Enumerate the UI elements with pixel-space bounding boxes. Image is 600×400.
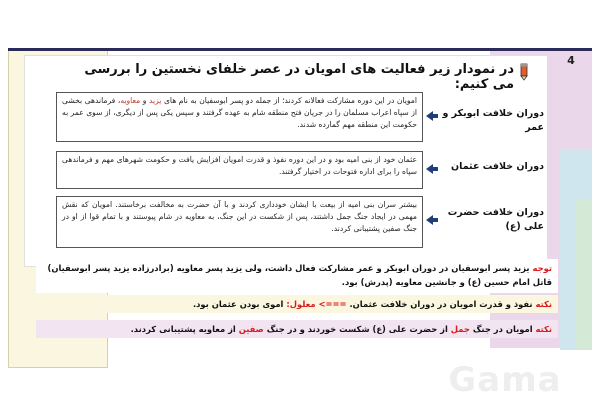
pencil-icon [516,63,532,81]
background-strip-green [575,200,592,350]
section-label-abubakr-omar: دوران خلافت ابوبکر و عمر [442,108,544,133]
watermark-logo: Gama [448,360,562,400]
note-point-jamal-siffin [36,320,558,338]
note-text: اموی بودن عثمان بود. [192,299,287,309]
note-keyword-siffin: صفین [238,324,264,334]
note-tag: توجه [532,263,552,273]
page-number: 4 [567,54,575,67]
section-text-part: و [140,96,150,105]
section-text-part: امویان در این دوره مشارکت فعالانه کردند؛ از جمله دو پسر ابوسفیان به نام های [161,96,417,105]
highlight-yazid: یزید [149,96,162,105]
note-attention [36,259,558,293]
section-text-othman: عثمان خود از بنی امیه بود و در این دوره نفوذ و قدرت امویان افزایش یافت و حکومت شهرهای مهم و فرماندهی سپاه را برای اداره فتوحات در اختیار گرفتند. [56,151,423,189]
section-label-ali: دوران خلافت حضرت علی (ع) [447,207,544,232]
note-point-othman [36,295,558,313]
arrow-left-icon [425,161,439,175]
highlight-muawiya: معاویه [120,96,141,105]
note-text: امویان در جنگ [469,324,536,334]
note-text: یزید پسر ابوسفیان در دوران ابوبکر و عمر مشارکت فعال داشت، ولی یزید پسر معاویه (برادرزاده یزید پسر ابوسفیان) قاتل امام حسین (ع) و جانشین معاویه (پدرش) بود. [47,263,552,287]
page-title: در نمودار زیر فعالیت های امویان در عصر خلفای نخستین را بررسی می کنیم: [84,62,514,92]
frame-top-line [8,48,592,51]
arrow-left-icon [425,108,439,122]
note-tag: نکته [535,299,552,309]
arrow-left-icon [425,212,439,226]
note-keyword-effect: معلول: [286,299,319,309]
section-text-ali: بیشتر سران بنی امیه از بیعت با ایشان خودداری کردند و با آن حضرت به مخالفت برخاستند. امویان که نقش مهمی در ایجاد جنگ جمل داشتند، پس از شکست در این جنگ، به معاویه در شام پیوستند و با تمام قوا از او در جنگ صفین پشتیبانی کردند. [56,196,423,248]
note-arrow: ===> [318,299,347,309]
note-keyword-jamal: جمل [450,324,470,334]
section-text-part: ، فرماندهی بخشی از سپاه اعراب مسلمان را در جریان فتح منطقه شام به عهده گرفتند و سپس یکی پس از دیگری، از سوی عمر به حکومت این منطقه مهم گمارده شدند. [62,96,417,129]
note-text: از حضرت علی (ع) شکست خوردند و در جنگ [263,324,451,334]
section-text-abubakr-omar [56,92,423,142]
section-label-othman: دوران خلافت عثمان [451,161,544,172]
note-text: از معاویه پشتیبانی کردند. [130,324,239,334]
note-tag: نکته [535,324,552,334]
note-text: نفوذ و قدرت امویان در دوران خلافت عثمان. [346,299,536,309]
